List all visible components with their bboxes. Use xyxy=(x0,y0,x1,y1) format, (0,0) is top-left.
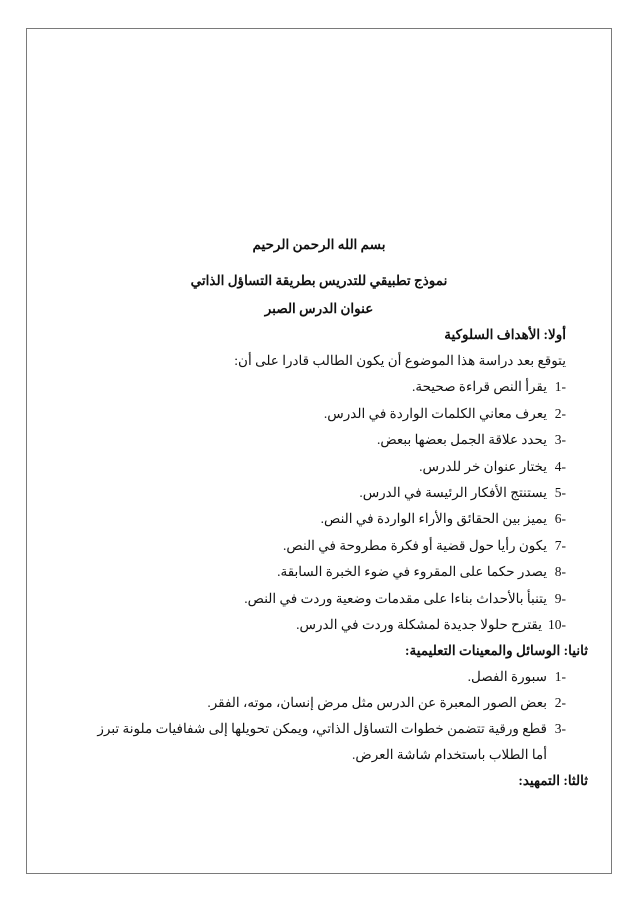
list-item-text: يختار عنوان خر للدرس. xyxy=(419,459,547,474)
list-number: -5 xyxy=(554,485,566,500)
list-number: -1 xyxy=(554,669,566,684)
list-item-text: يقترح حلولا جديدة لمشكلة وردت في الدرس. xyxy=(296,617,542,632)
list-item-text: قطع ورقية تتضمن خطوات التساؤل الذاتي، ويمكن تحويلها إلى شفافيات ملونة تبرز xyxy=(97,721,547,736)
list-number: -4 xyxy=(554,459,566,474)
list-number: -8 xyxy=(554,564,566,579)
list-item-text: يكون رأيا حول قضية أو فكرة مطروحة في النص. xyxy=(283,538,547,553)
list-number: -2 xyxy=(554,406,566,421)
list-item-text: يقرأ النص قراءة صحيحة. xyxy=(411,379,547,394)
document-title: نموذج تطبيقي للتدريس بطريقة التساؤل الذاتي xyxy=(190,273,448,288)
list-number: -2 xyxy=(554,695,566,710)
basmala: بسم الله الرحمن الرحيم xyxy=(252,237,386,252)
list-number: -1 xyxy=(554,379,566,394)
section-heading-aids: ثانيا: الوسائل والمعينات التعليمية: xyxy=(405,643,588,658)
section-heading-introduction: ثالثا: التمهيد: xyxy=(518,773,588,788)
section-heading-objectives: أولا: الأهداف السلوكية xyxy=(444,327,566,342)
list-number: -7 xyxy=(554,538,566,553)
list-item-text: يتنبأ بالأحداث بناءا على مقدمات وضعية وردت في النص. xyxy=(244,591,547,606)
list-number: -6 xyxy=(554,511,566,526)
list-number: -9 xyxy=(554,591,566,606)
list-item-text: يحدد علاقة الجمل بعضها ببعض. xyxy=(376,432,547,447)
list-number: -10 xyxy=(548,617,566,632)
list-item-text: يعرف معاني الكلمات الواردة في الدرس. xyxy=(323,406,547,421)
list-item-text: يستنتج الأفكار الرئيسة في الدرس. xyxy=(359,485,547,500)
list-item-text: بعض الصور المعبرة عن الدرس مثل مرض إنسان، موته، الفقر. xyxy=(207,695,547,710)
lesson-title: عنوان الدرس الصبر xyxy=(264,301,374,316)
list-item-text: يميز بين الحقائق والأراء الواردة في النص. xyxy=(320,511,547,526)
list-item-text: سبورة الفصل. xyxy=(467,669,547,684)
objectives-intro: يتوقع بعد دراسة هذا الموضوع أن يكون الطالب قادرا على أن: xyxy=(234,353,566,368)
list-number: -3 xyxy=(554,432,566,447)
list-item-text: يصدر حكما على المقروء في ضوء الخبرة السابقة. xyxy=(277,564,547,579)
list-number: -3 xyxy=(554,721,566,736)
aid-item-continuation: أما الطلاب باستخدام شاشة العرض. xyxy=(352,747,547,762)
